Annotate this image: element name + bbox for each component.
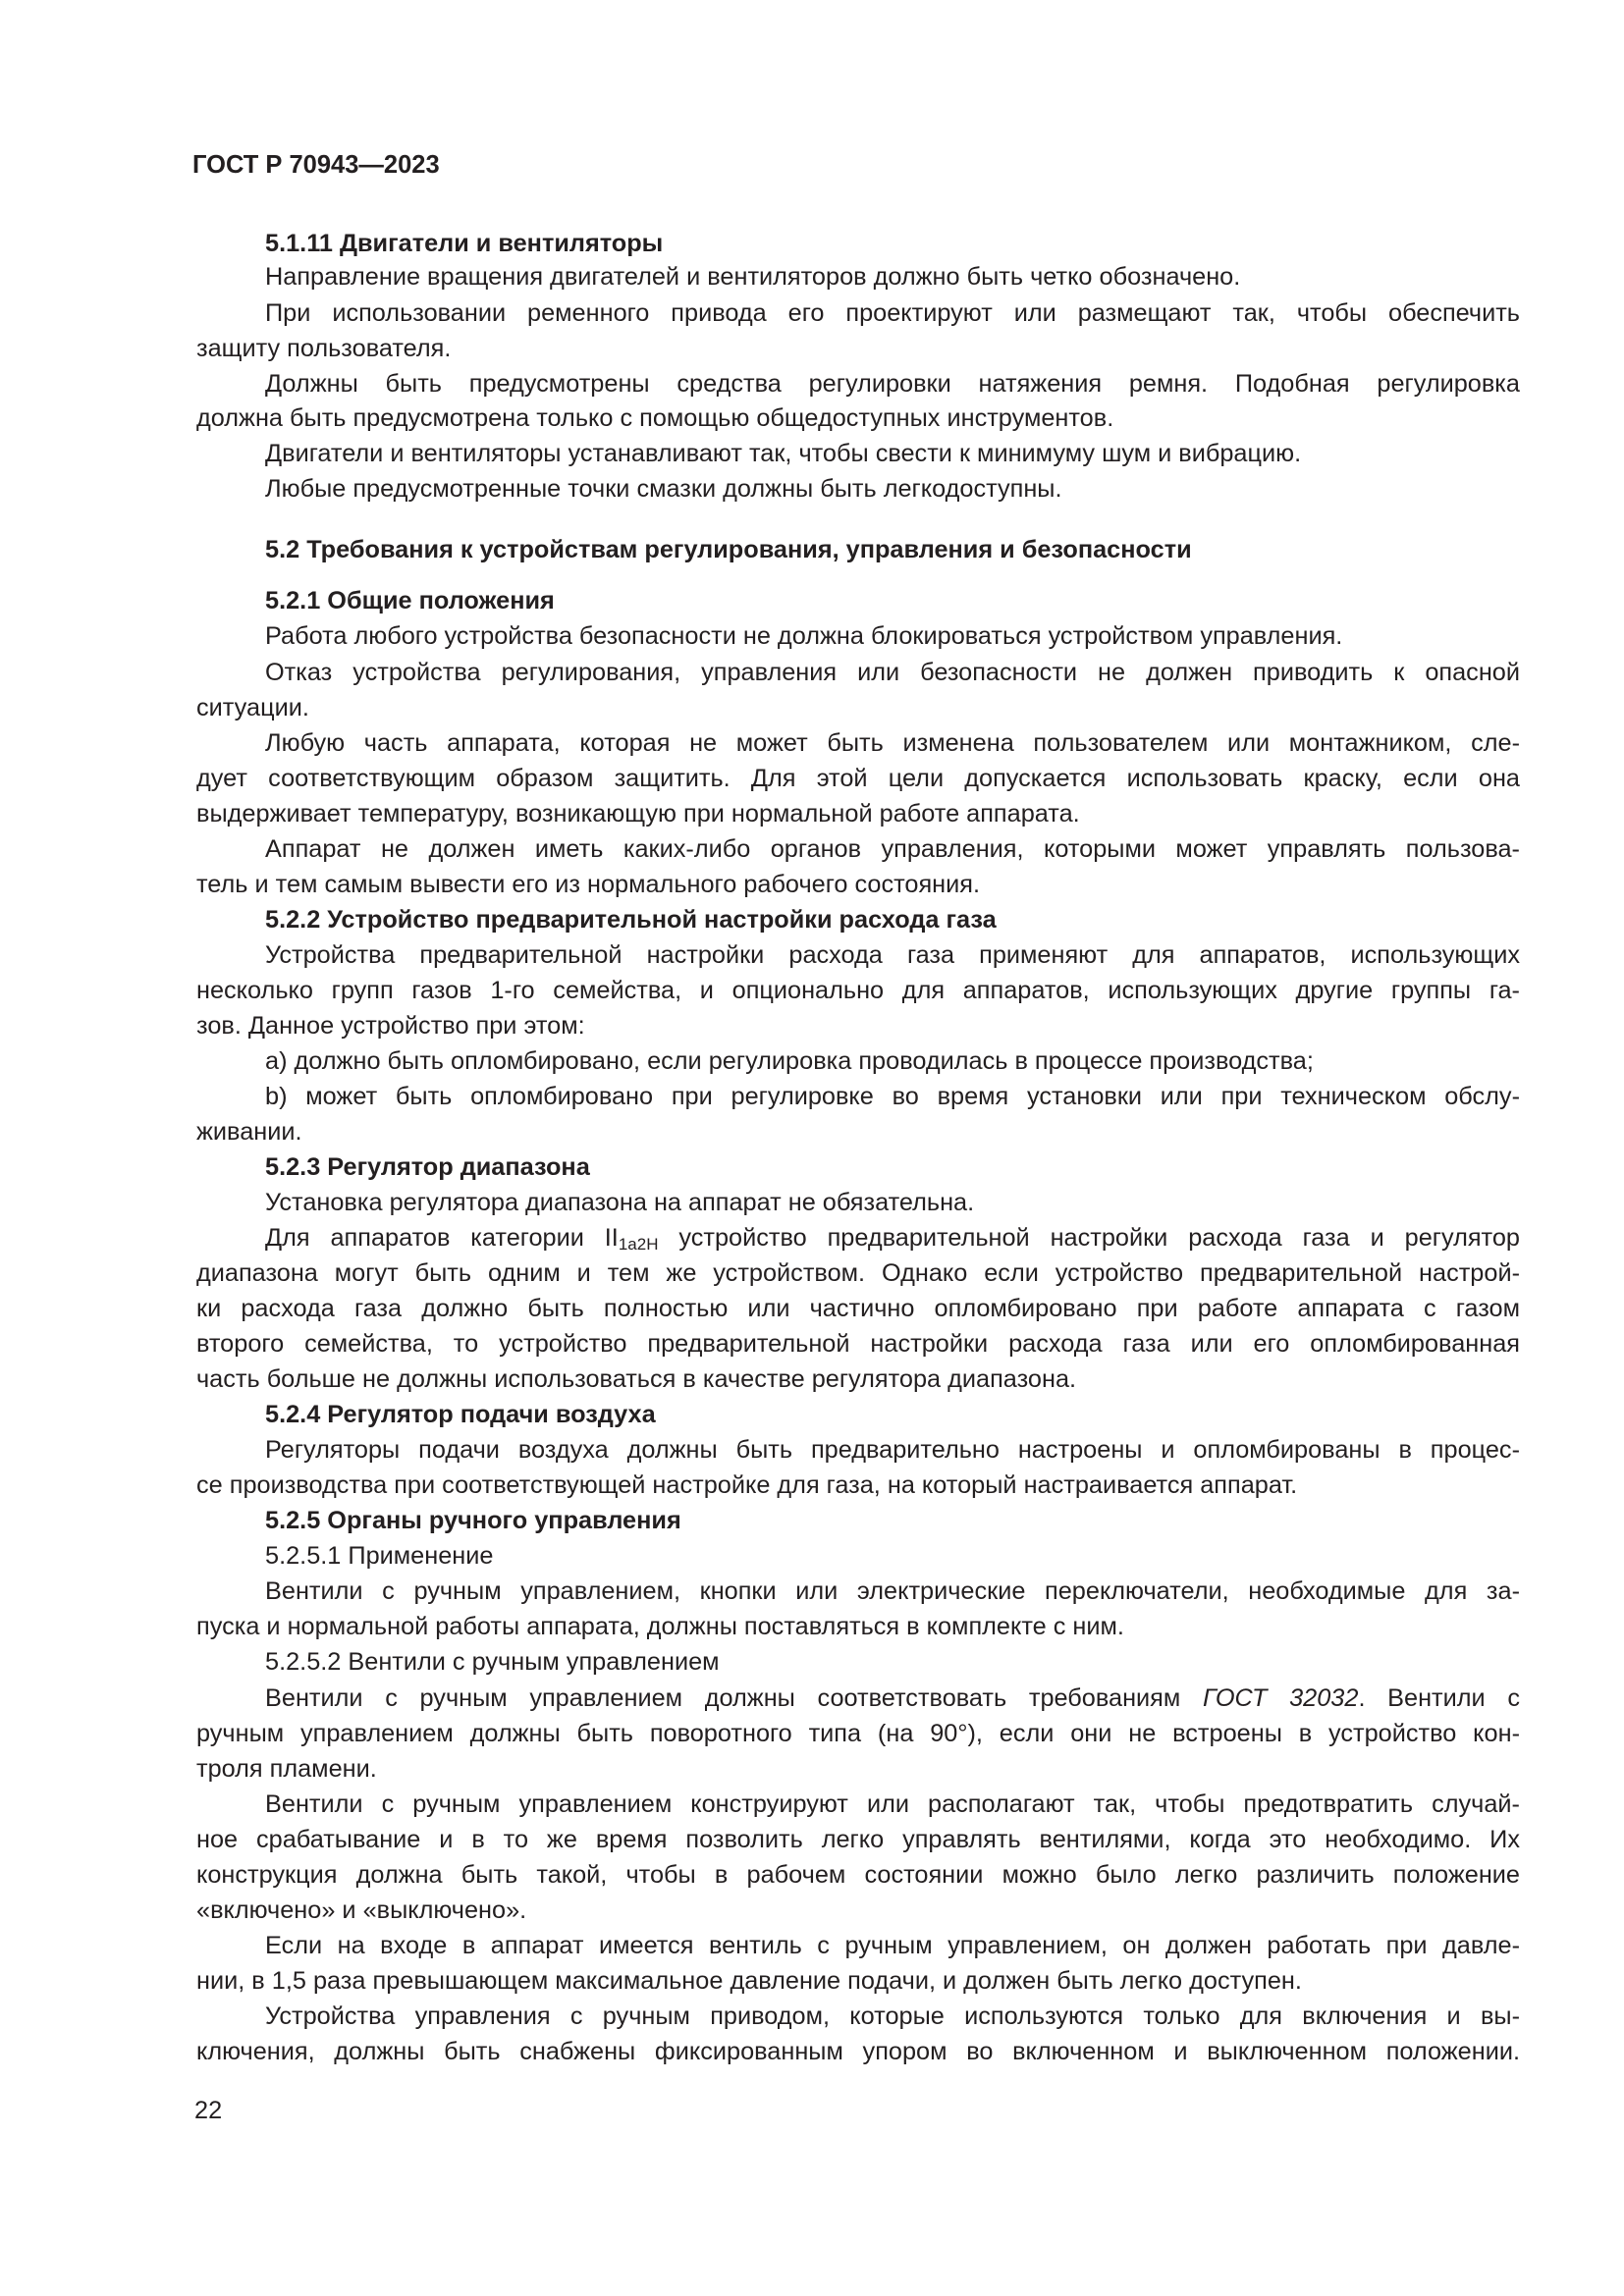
- paragraph-line: ручным управлением должны быть поворотного типа (на 90°), если они не встроены в устройство кон-: [196, 1720, 1520, 1747]
- section-heading: 5.2.3 Регулятор диапазона: [265, 1153, 590, 1181]
- paragraph-line: конструкция должна быть такой, чтобы в рабочем состоянии можно было легко различить положение: [196, 1861, 1520, 1889]
- paragraph-line: должна быть предусмотрена только с помощью общедоступных инструментов.: [196, 404, 1114, 432]
- paragraph-line: Двигатели и вентиляторы устанавливают так, чтобы свести к минимуму шум и вибрацию.: [265, 440, 1302, 467]
- document-header: ГОСТ Р 70943—2023: [192, 151, 440, 179]
- paragraph-line: Установка регулятора диапазона на аппарат не обязательна.: [265, 1189, 975, 1216]
- paragraph-line: Любую часть аппарата, которая не может быть изменена пользователем или монтажником, сле-: [265, 729, 1520, 757]
- list-item: a) должно быть опломбировано, если регулировка проводилась в процессе производства;: [265, 1047, 1314, 1075]
- text-run: Для аппаратов категории II: [265, 1224, 619, 1252]
- standard-reference: ГОСТ 32032: [1202, 1684, 1359, 1712]
- paragraph-line: нии, в 1,5 раза превышающем максимальное давление подачи, и должен быть легко доступен.: [196, 1967, 1302, 1995]
- section-heading: 5.1.11 Двигатели и вентиляторы: [265, 230, 664, 257]
- paragraph-line: диапазона могут быть одним и тем же устройством. Однако если устройство предварительной настрой-: [196, 1259, 1520, 1287]
- paragraph-line: Вентили с ручным управлением конструируют или располагают так, чтобы предотвратить случай-: [265, 1790, 1520, 1818]
- paragraph-line: ное срабатывание и в то же время позволить легко управлять вентилями, когда это необходимо. Их: [196, 1826, 1520, 1853]
- section-heading: 5.2.4 Регулятор подачи воздуха: [265, 1401, 656, 1428]
- text-run: устройство предварительной настройки расхода газа и регулятор: [658, 1224, 1520, 1252]
- paragraph-line: защиту пользователя.: [196, 335, 452, 362]
- paragraph-line: Устройства управления с ручным приводом, которые используются только для включения и вы-: [265, 2002, 1520, 2030]
- paragraph-line: [265, 1223, 1520, 1253]
- subsection-heading: 5.2.5.1 Применение: [265, 1542, 494, 1570]
- paragraph-line: пуска и нормальной работы аппарата, должны поставляться в комплекте с ним.: [196, 1613, 1124, 1640]
- paragraph-line: тель и тем самым вывести его из нормального рабочего состояния.: [196, 871, 981, 898]
- paragraph-line: дует соответствующим образом защитить. Для этой цели допускается использовать краску, если она: [196, 765, 1520, 792]
- list-item: b) может быть опломбировано при регулировке во время установки или при техническом обслу-: [265, 1083, 1520, 1110]
- paragraph-line: При использовании ременного привода его проектируют или размещают так, чтобы обеспечить: [265, 299, 1520, 327]
- paragraph-line: се производства при соответствующей настройке для газа, на который настраивается аппарат.: [196, 1471, 1298, 1499]
- paragraph-line: Если на входе в аппарат имеется вентиль с ручным управлением, он должен работать при давле-: [265, 1932, 1520, 1959]
- paragraph-line: Отказ устройства регулирования, управления или безопасности не должен приводить к опасной: [265, 659, 1520, 686]
- paragraph-line: Аппарат не должен иметь каких-либо органов управления, которыми может управлять пользова-: [265, 835, 1520, 863]
- section-heading: 5.2.5 Органы ручного управления: [265, 1507, 681, 1534]
- paragraph-line: ситуации.: [196, 694, 309, 721]
- paragraph-line: Любые предусмотренные точки смазки должны быть легкодоступны.: [265, 475, 1062, 503]
- category-subscript: 1a2H: [618, 1235, 659, 1254]
- paragraph-line: Регуляторы подачи воздуха должны быть предварительно настроены и опломбированы в процес-: [265, 1436, 1520, 1464]
- subsection-heading: 5.2.5.2 Вентили с ручным управлением: [265, 1648, 720, 1676]
- text-run: . Вентили с: [1358, 1684, 1520, 1712]
- paragraph-line: Направление вращения двигателей и вентиляторов должно быть четко обозначено.: [265, 263, 1241, 291]
- paragraph-line: второго семейства, то устройство предварительной настройки расхода газа или его опломбированная: [196, 1330, 1520, 1358]
- paragraph-line: Должны быть предусмотрены средства регулировки натяжения ремня. Подобная регулировка: [265, 370, 1520, 398]
- paragraph-line: Устройства предварительной настройки расхода газа применяют для аппаратов, использующих: [265, 941, 1520, 969]
- paragraph-line: выдерживает температуру, возникающую при нормальной работе аппарата.: [196, 800, 1080, 828]
- page-number: 22: [194, 2097, 223, 2124]
- paragraph-line: зов. Данное устройство при этом:: [196, 1012, 585, 1040]
- paragraph-line: [265, 1683, 1520, 1713]
- paragraph-line: ки расхода газа должно быть полностью или частично опломбировано при работе аппарата с газом: [196, 1295, 1520, 1322]
- paragraph-line: Вентили с ручным управлением, кнопки или электрические переключатели, необходимые для за-: [265, 1577, 1520, 1605]
- section-heading: 5.2.1 Общие положения: [265, 587, 555, 614]
- section-heading: 5.2 Требования к устройствам регулирования, управления и безопасности: [265, 536, 1192, 563]
- paragraph-line: троля пламени.: [196, 1755, 377, 1783]
- paragraph-line: живании.: [196, 1118, 302, 1146]
- text-run: Вентили с ручным управлением должны соответствовать требованиям: [265, 1684, 1203, 1712]
- paragraph-line: часть больше не должны использоваться в качестве регулятора диапазона.: [196, 1365, 1077, 1393]
- paragraph-line: ключения, должны быть снабжены фиксированным упором во включенном и выключенном положении.: [196, 2038, 1520, 2065]
- paragraph-line: Работа любого устройства безопасности не должна блокироваться устройством управления.: [265, 622, 1343, 650]
- paragraph-line: «включено» и «выключено».: [196, 1896, 527, 1924]
- paragraph-line: несколько групп газов 1-го семейства, и опционально для аппаратов, использующих другие группы га-: [196, 977, 1520, 1004]
- section-heading: 5.2.2 Устройство предварительной настройки расхода газа: [265, 906, 997, 934]
